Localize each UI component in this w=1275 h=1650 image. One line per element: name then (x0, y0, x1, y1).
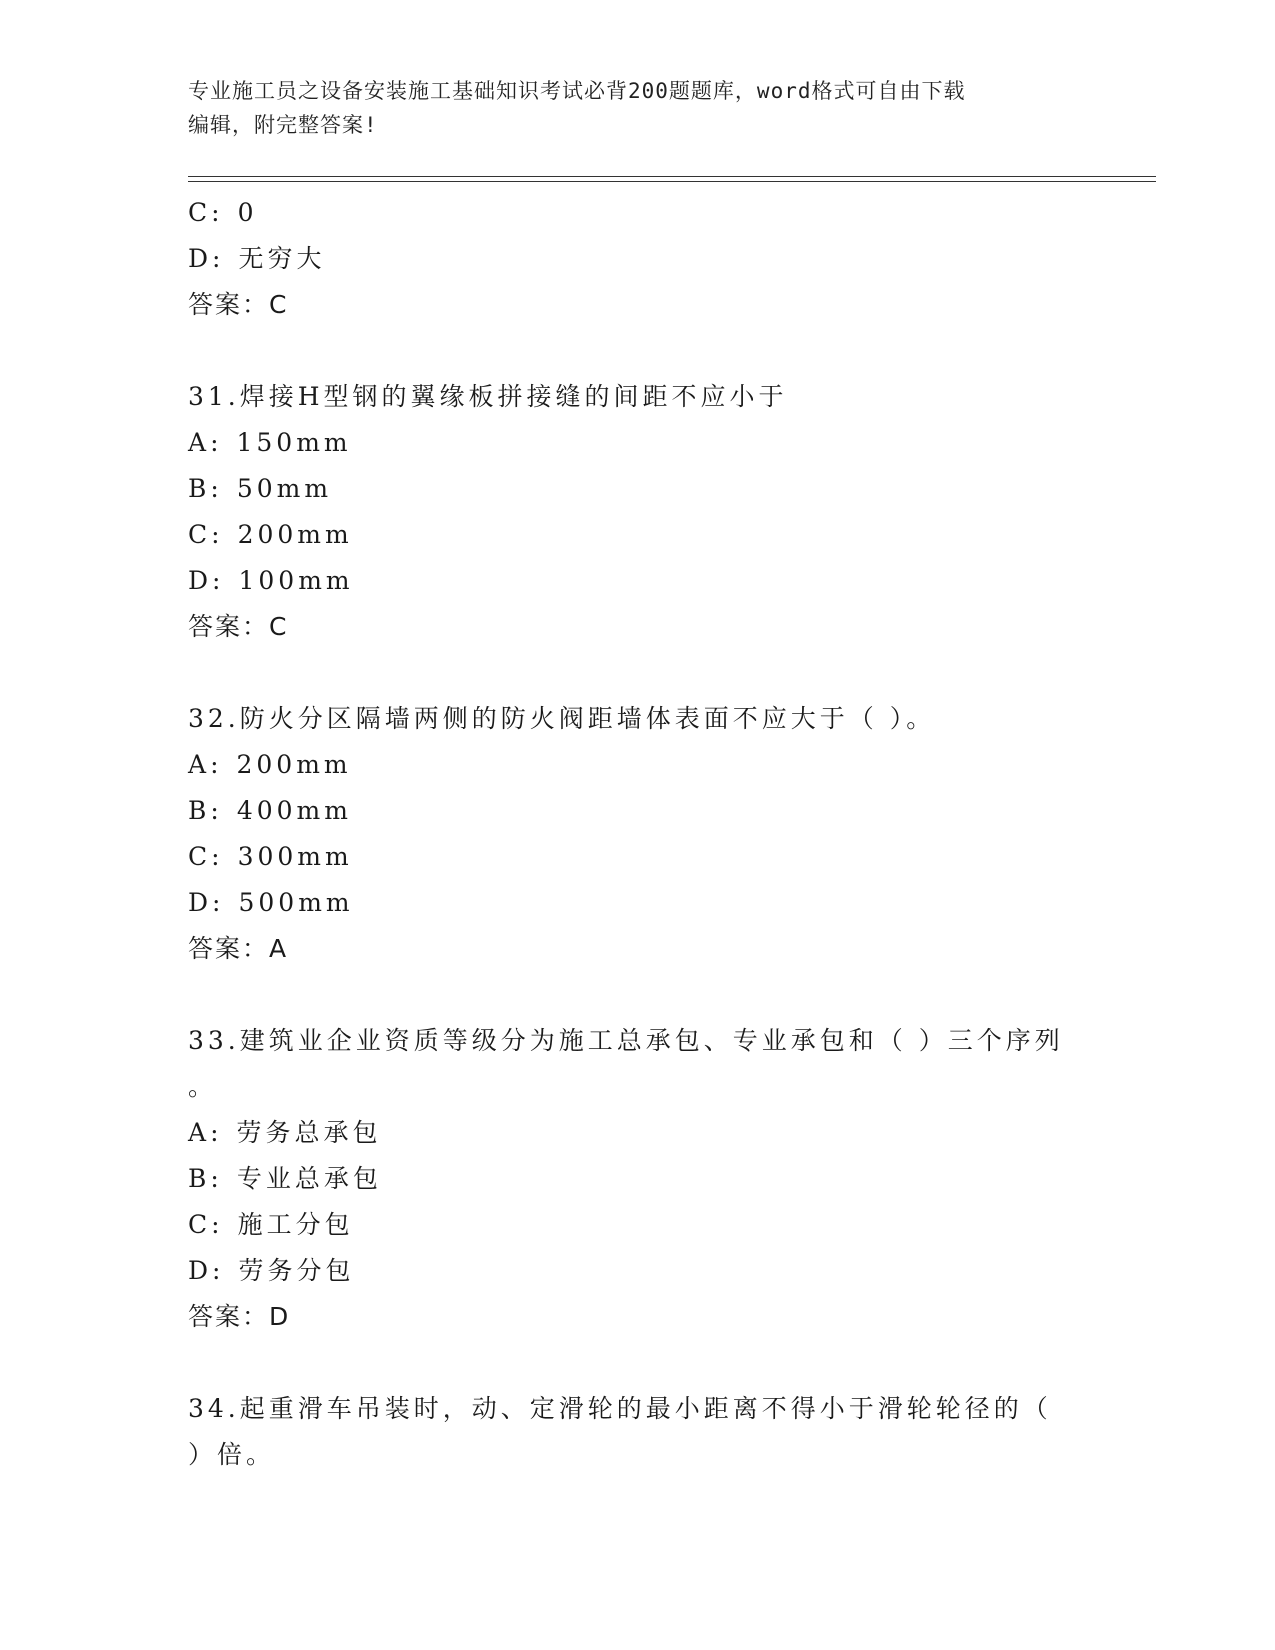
answer-line: 答案：D (188, 1302, 291, 1331)
option-c: C: 300mm (188, 842, 353, 871)
option-a: A: 200mm (188, 750, 352, 779)
question-title: 32.防火分区隔墙两侧的防火阀距墙体表面不应大于（ ）。 (188, 704, 936, 733)
answer-line: 答案：C (188, 290, 289, 319)
question-33 (188, 1018, 1088, 1340)
question-title: 34.起重滑车吊装时，动、定滑轮的最小距离不得小于滑轮轮径的（ (188, 1394, 1052, 1423)
question-title: 33.建筑业企业资质等级分为施工总承包、专业承包和（ ）三个序列 (188, 1026, 1064, 1055)
option-c: C: 0 (188, 198, 258, 227)
option-c: C: 200mm (188, 520, 353, 549)
question-title: 31.焊接H型钢的翼缘板拼接缝的间距不应小于 (188, 382, 788, 411)
header-divider-top (188, 176, 1156, 177)
question-30-tail (188, 190, 1088, 328)
option-d: D: 100mm (188, 566, 354, 595)
option-b: B: 专业总承包 (188, 1164, 382, 1193)
question-31 (188, 374, 1088, 650)
question-34 (188, 1386, 1088, 1478)
option-d: D: 无穷大 (188, 244, 326, 273)
document-header (188, 74, 1088, 142)
option-a: A: 150mm (188, 428, 352, 457)
question-32 (188, 696, 1088, 972)
answer-line: 答案：A (188, 934, 289, 963)
option-d: D: 劳务分包 (188, 1256, 355, 1285)
option-b: B: 50mm (188, 474, 333, 503)
option-a: A: 劳务总承包 (188, 1118, 382, 1147)
header-title-line-2: 编辑，附完整答案! (188, 113, 378, 137)
answer-line: 答案：C (188, 612, 289, 641)
header-divider-bottom (188, 181, 1156, 182)
option-d: D: 500mm (188, 888, 354, 917)
question-title-continuation: ）倍。 (188, 1440, 276, 1469)
header-title-line-1: 专业施工员之设备安装施工基础知识考试必背200题题库，word格式可自由下载 (188, 79, 966, 103)
option-c: C: 施工分包 (188, 1210, 354, 1239)
question-list (188, 190, 1088, 1478)
question-title-continuation: 。 (188, 1072, 218, 1101)
option-b: B: 400mm (188, 796, 352, 825)
